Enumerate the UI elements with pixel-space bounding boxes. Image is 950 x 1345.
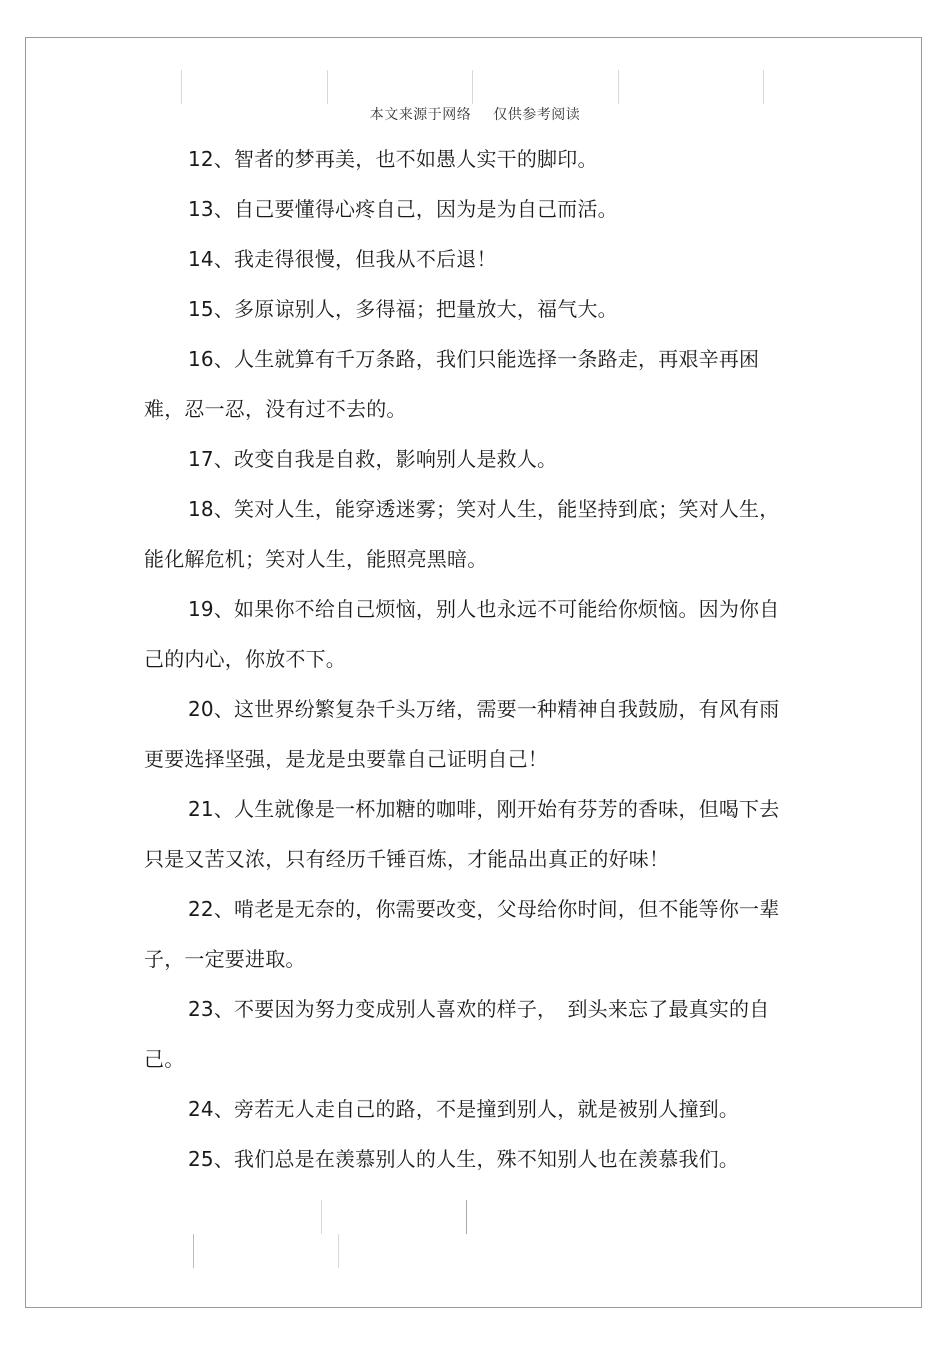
quote-paragraph: 20、这世界纷繁复杂千头万绪，需要一种精神自我鼓励，有风有雨更要选择坚强，是龙是虫要靠自己证明自己！: [144, 697, 780, 771]
guide-line: [193, 1234, 194, 1268]
source-note-right: 仅供参考阅读: [493, 107, 581, 123]
guide-line: [618, 70, 619, 104]
guide-line: [327, 70, 328, 104]
quote-paragraph: 15、多原谅别人，多得福；把量放大，福气大。: [188, 297, 618, 321]
quote-paragraph: 18、笑对人生，能穿透迷雾；笑对人生，能坚持到底；笑对人生，能化解危机；笑对人生，能照亮黑暗。: [144, 497, 780, 571]
quote-paragraph: 22、啃老是无奈的，你需要改变，父母给你时间，但不能等你一辈子，一定要进取。: [144, 897, 780, 971]
source-note: [0, 104, 950, 124]
quote-paragraph: 19、如果你不给自己烦恼，别人也永远不可能给你烦恼。因为你自己的内心，你放不下。: [144, 597, 780, 671]
quote-paragraph: 12、智者的梦再美，也不如愚人实干的脚印。: [188, 147, 598, 171]
guide-line: [763, 70, 764, 104]
quote-paragraph: 23、不要因为努力变成别人喜欢的样子， 到头来忘了最真实的自己。: [144, 997, 770, 1071]
quote-list: [144, 134, 794, 1184]
quote-paragraph: 21、人生就像是一杯加糖的咖啡，刚开始有芬芳的香味，但喝下去只是又苦又浓，只有经历千锤百炼，才能品出真正的好味！: [144, 797, 780, 871]
guide-line: [466, 1200, 467, 1234]
quote-paragraph: 25、我们总是在羡慕别人的人生，殊不知别人也在羡慕我们。: [188, 1147, 740, 1171]
quote-paragraph: 14、我走得很慢，但我从不后退！: [188, 247, 497, 271]
quote-paragraph: 16、人生就算有千万条路，我们只能选择一条路走，再艰辛再困难，忍一忍，没有过不去的。: [144, 347, 760, 421]
guide-line: [321, 1200, 322, 1234]
quote-paragraph: 24、旁若无人走自己的路，不是撞到别人，就是被别人撞到。: [188, 1097, 740, 1121]
guide-line: [181, 70, 182, 104]
quote-paragraph: 17、改变自我是自救，影响别人是救人。: [188, 447, 558, 471]
guide-line: [338, 1234, 339, 1268]
source-note-left: 本文来源于网络: [369, 107, 472, 123]
quote-paragraph: 13、自己要懂得心疼自己，因为是为自己而活。: [188, 197, 618, 221]
guide-line: [472, 70, 473, 104]
